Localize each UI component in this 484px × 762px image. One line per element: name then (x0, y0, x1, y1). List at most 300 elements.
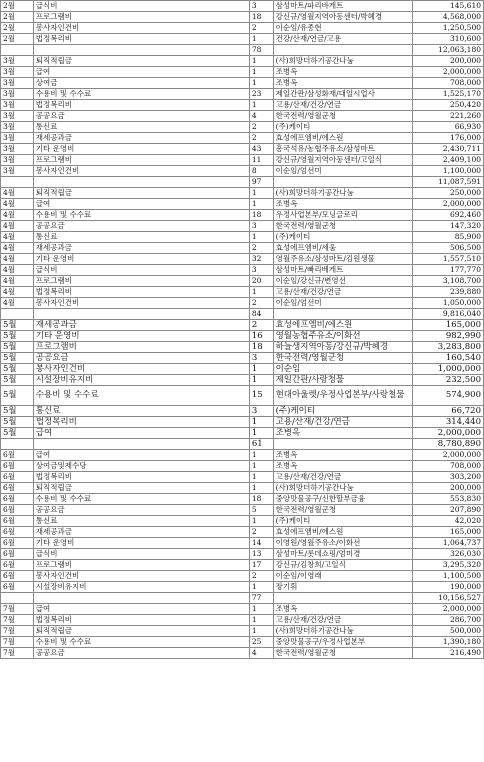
category-cell: 공공요금 (33, 111, 249, 122)
month-cell: 7월 (1, 604, 34, 615)
table-row (1, 12, 484, 23)
category-cell: 급여 (33, 428, 249, 439)
table-row (1, 582, 484, 593)
table-row (1, 637, 484, 648)
category-cell: 공공요금 (33, 353, 249, 364)
table-row (1, 386, 484, 406)
vendor-cell: (사)희망더하기공간나눔 (273, 188, 412, 199)
amount-cell: 190,000 (412, 582, 483, 593)
amount-cell: 314,440 (412, 417, 483, 428)
category-cell (33, 593, 249, 604)
month-cell: 6월 (1, 483, 34, 494)
subtotal-row (1, 45, 484, 56)
count-cell: 18 (249, 210, 273, 221)
count-cell: 1 (249, 604, 273, 615)
category-cell: 급식비 (33, 549, 249, 560)
table-row (1, 483, 484, 494)
vendor-cell: (사)희망더하기공간나눔 (273, 483, 412, 494)
category-cell: 봉사자인건비 (33, 364, 249, 375)
category-cell: 통신료 (33, 516, 249, 527)
month-cell: 3월 (1, 155, 34, 166)
category-cell: 봉사자인건비 (33, 298, 249, 309)
count-cell: 3 (249, 1, 273, 12)
count-cell: 2 (249, 527, 273, 538)
category-cell: 재세공과금 (33, 320, 249, 331)
vendor-cell: 삼성마트/파리바게트 (273, 1, 412, 12)
vendor-cell: 이순임/엄선미 (273, 298, 412, 309)
count-cell: 1 (249, 287, 273, 298)
vendor-cell: 하늘생지역아동/강신규/박혜경 (273, 342, 412, 353)
vendor-cell: 제일간판/사랑청물 (273, 375, 412, 386)
category-cell (33, 45, 249, 56)
month-cell: 4월 (1, 254, 34, 265)
table-row (1, 560, 484, 571)
count-cell: 16 (249, 331, 273, 342)
table-row (1, 527, 484, 538)
month-cell: 6월 (1, 472, 34, 483)
category-cell: 프로그램비 (33, 342, 249, 353)
amount-cell: 1,390,180 (412, 637, 483, 648)
amount-cell: 708,000 (412, 461, 483, 472)
category-cell: 퇴직적립금 (33, 188, 249, 199)
vendor-cell: 영월주유소/삼성마트/김원생물 (273, 254, 412, 265)
amount-cell: 500,000 (412, 626, 483, 637)
table-row (1, 375, 484, 386)
amount-cell: 66,930 (412, 122, 483, 133)
vendor-cell: 제일간판/삼성화재/대일시업사 (273, 89, 412, 100)
amount-cell: 200,000 (412, 483, 483, 494)
count-cell: 2 (249, 243, 273, 254)
vendor-cell: 삼성마트/롯데쇼핑/엄미경 (273, 549, 412, 560)
vendor-cell (273, 439, 412, 450)
vendor-cell: 효성에프엠비/세움 (273, 243, 412, 254)
month-cell: 5월 (1, 320, 34, 331)
vendor-cell: 효성에프엠비/에스원 (273, 320, 412, 331)
month-cell: 5월 (1, 417, 34, 428)
month-cell: 5월 (1, 386, 34, 406)
vendor-cell: 한국전력/영월군청 (273, 505, 412, 516)
table-row (1, 538, 484, 549)
table-row (1, 549, 484, 560)
amount-cell: 2,000,000 (412, 604, 483, 615)
table-row (1, 505, 484, 516)
table-row (1, 417, 484, 428)
amount-cell: 250,420 (412, 100, 483, 111)
category-cell: 법정복리비 (33, 287, 249, 298)
amount-cell: 11,087,591 (412, 177, 483, 188)
count-cell: 1 (249, 364, 273, 375)
month-cell: 4월 (1, 265, 34, 276)
vendor-cell: 고용/산재/건강/연금 (273, 100, 412, 111)
amount-cell: 1,250,500 (412, 23, 483, 34)
vendor-cell: 고용/산재/건강/연금 (273, 417, 412, 428)
month-cell: 6월 (1, 571, 34, 582)
category-cell: 법정복리비 (33, 34, 249, 45)
month-cell: 4월 (1, 221, 34, 232)
vendor-cell: (사)희망더하기공간나눔 (273, 626, 412, 637)
category-cell: 프로그램비 (33, 560, 249, 571)
month-cell: 4월 (1, 210, 34, 221)
category-cell (33, 309, 249, 320)
vendor-cell: 중앙맛물공구/신한할부금융 (273, 494, 412, 505)
table-row (1, 243, 484, 254)
table-row (1, 353, 484, 364)
amount-cell: 42,020 (412, 516, 483, 527)
amount-cell: 12,063,180 (412, 45, 483, 56)
category-cell: 봉사자인건비 (33, 23, 249, 34)
month-cell: 6월 (1, 560, 34, 571)
vendor-cell: 조병옥 (273, 450, 412, 461)
category-cell: 공공요금 (33, 221, 249, 232)
vendor-cell: (주)케이티 (273, 122, 412, 133)
category-cell: 봉사자인건비 (33, 166, 249, 177)
table-row (1, 144, 484, 155)
month-cell: 4월 (1, 188, 34, 199)
vendor-cell: 흥국석유/농협주유소/삼성마트 (273, 144, 412, 155)
month-cell: 5월 (1, 331, 34, 342)
category-cell: 급여 (33, 604, 249, 615)
month-cell: 3월 (1, 144, 34, 155)
table-row (1, 626, 484, 637)
table-row (1, 166, 484, 177)
vendor-cell: 이순임/유종현 (273, 23, 412, 34)
month-cell: 6월 (1, 505, 34, 516)
month-cell: 2월 (1, 34, 34, 45)
month-cell: 4월 (1, 276, 34, 287)
amount-cell: 200,000 (412, 56, 483, 67)
vendor-cell: 강신규/김창희/고일식 (273, 560, 412, 571)
month-cell (1, 593, 34, 604)
amount-cell: 165,000 (412, 320, 483, 331)
amount-cell: 1,000,000 (412, 364, 483, 375)
amount-cell: 2,000,000 (412, 199, 483, 210)
table-row (1, 210, 484, 221)
count-cell: 1 (249, 417, 273, 428)
table-row (1, 364, 484, 375)
vendor-cell: 건강/산재/연금/고용 (273, 34, 412, 45)
category-cell: 급식비 (33, 265, 249, 276)
table-row (1, 648, 484, 659)
category-cell: 봉사자인건비 (33, 571, 249, 582)
count-cell: 78 (249, 45, 273, 56)
category-cell: 퇴직적립금 (33, 626, 249, 637)
vendor-cell: 한국전력/영월군청 (273, 111, 412, 122)
category-cell: 시설장비유지비 (33, 375, 249, 386)
amount-cell: 176,000 (412, 133, 483, 144)
count-cell: 1 (249, 483, 273, 494)
table-row (1, 100, 484, 111)
category-cell: 재세공과금 (33, 243, 249, 254)
count-cell: 3 (249, 406, 273, 417)
count-cell: 1 (249, 34, 273, 45)
category-cell: 퇴직적립금 (33, 56, 249, 67)
vendor-cell (273, 177, 412, 188)
count-cell: 43 (249, 144, 273, 155)
table-row (1, 571, 484, 582)
month-cell: 6월 (1, 538, 34, 549)
category-cell: 급여 (33, 199, 249, 210)
amount-cell: 9,816,040 (412, 309, 483, 320)
vendor-cell: 영월농협주유소/이화선 (273, 331, 412, 342)
category-cell: 재세공과금 (33, 527, 249, 538)
amount-cell: 1,100,000 (412, 166, 483, 177)
month-cell: 5월 (1, 353, 34, 364)
amount-cell: 286,700 (412, 615, 483, 626)
vendor-cell: 한국전력/영월군청 (273, 221, 412, 232)
amount-cell: 177,770 (412, 265, 483, 276)
category-cell: 공공요금 (33, 505, 249, 516)
month-cell: 3월 (1, 166, 34, 177)
expense-table-body (1, 1, 484, 659)
amount-cell: 326,030 (412, 549, 483, 560)
category-cell: 통신료 (33, 232, 249, 243)
count-cell: 17 (249, 560, 273, 571)
amount-cell: 160,540 (412, 353, 483, 364)
table-row (1, 89, 484, 100)
vendor-cell: 이순임/강신규/변영선 (273, 276, 412, 287)
table-row (1, 111, 484, 122)
month-cell: 6월 (1, 494, 34, 505)
month-cell: 4월 (1, 298, 34, 309)
month-cell: 7월 (1, 637, 34, 648)
table-row (1, 56, 484, 67)
vendor-cell: 중앙맛물공구/우정사업본부 (273, 637, 412, 648)
month-cell: 3월 (1, 133, 34, 144)
vendor-cell: 조병옥 (273, 67, 412, 78)
category-cell: 프로그램비 (33, 12, 249, 23)
category-cell (33, 439, 249, 450)
count-cell: 61 (249, 439, 273, 450)
category-cell: 프로그램비 (33, 155, 249, 166)
count-cell: 8 (249, 166, 273, 177)
table-row (1, 199, 484, 210)
vendor-cell: 효성에프엠비/에스원 (273, 527, 412, 538)
month-cell: 6월 (1, 527, 34, 538)
vendor-cell: 이순임 (273, 364, 412, 375)
amount-cell: 10,156,527 (412, 593, 483, 604)
vendor-cell (273, 593, 412, 604)
category-cell: 퇴직적립금 (33, 483, 249, 494)
month-cell: 7월 (1, 615, 34, 626)
amount-cell: 239,880 (412, 287, 483, 298)
amount-cell: 574,900 (412, 386, 483, 406)
amount-cell: 1,557,510 (412, 254, 483, 265)
amount-cell: 147,320 (412, 221, 483, 232)
count-cell: 1 (249, 232, 273, 243)
category-cell: 법정복리비 (33, 615, 249, 626)
amount-cell: 165,000 (412, 527, 483, 538)
count-cell: 1 (249, 67, 273, 78)
vendor-cell: 한국전력/영월군청 (273, 353, 412, 364)
count-cell: 1 (249, 199, 273, 210)
vendor-cell (273, 45, 412, 56)
category-cell: 법정복리비 (33, 100, 249, 111)
category-cell: 시설장비유지비 (33, 582, 249, 593)
count-cell: 11 (249, 155, 273, 166)
table-row (1, 34, 484, 45)
category-cell: 프로그램비 (33, 276, 249, 287)
count-cell: 1 (249, 56, 273, 67)
table-row (1, 428, 484, 439)
month-cell: 5월 (1, 406, 34, 417)
count-cell: 1 (249, 516, 273, 527)
amount-cell: 310,600 (412, 34, 483, 45)
month-cell: 3월 (1, 100, 34, 111)
table-row (1, 320, 484, 331)
count-cell: 13 (249, 549, 273, 560)
count-cell: 23 (249, 89, 273, 100)
amount-cell: 506,500 (412, 243, 483, 254)
count-cell: 1 (249, 615, 273, 626)
amount-cell: 1,050,000 (412, 298, 483, 309)
amount-cell: 708,000 (412, 78, 483, 89)
category-cell: 수용비 및 수수료 (33, 210, 249, 221)
amount-cell: 3,108,700 (412, 276, 483, 287)
month-cell (1, 439, 34, 450)
table-row (1, 232, 484, 243)
vendor-cell: 삼성마트/빠리베게트 (273, 265, 412, 276)
vendor-cell: 이순임/엄선미 (273, 166, 412, 177)
count-cell: 14 (249, 538, 273, 549)
month-cell: 6월 (1, 450, 34, 461)
amount-cell: 553,830 (412, 494, 483, 505)
month-cell: 6월 (1, 461, 34, 472)
month-cell: 4월 (1, 232, 34, 243)
category-cell: 수용비 및 수수료 (33, 494, 249, 505)
category-cell: 기타 운영비 (33, 254, 249, 265)
month-cell (1, 45, 34, 56)
count-cell: 3 (249, 265, 273, 276)
amount-cell: 66,720 (412, 406, 483, 417)
category-cell: 기타 운영비 (33, 538, 249, 549)
amount-cell: 303,200 (412, 472, 483, 483)
month-cell: 3월 (1, 56, 34, 67)
table-row (1, 122, 484, 133)
amount-cell: 85,900 (412, 232, 483, 243)
amount-cell: 2,430,711 (412, 144, 483, 155)
table-row (1, 615, 484, 626)
vendor-cell: 조병옥 (273, 199, 412, 210)
amount-cell: 982,990 (412, 331, 483, 342)
amount-cell: 2,000,000 (412, 67, 483, 78)
table-row (1, 298, 484, 309)
amount-cell: 216,490 (412, 648, 483, 659)
count-cell: 1 (249, 626, 273, 637)
vendor-cell: (주)케이티 (273, 232, 412, 243)
amount-cell: 2,409,100 (412, 155, 483, 166)
category-cell: 기타 운영비 (33, 144, 249, 155)
month-cell: 3월 (1, 111, 34, 122)
count-cell: 77 (249, 593, 273, 604)
amount-cell: 2,000,000 (412, 428, 483, 439)
count-cell: 18 (249, 12, 273, 23)
month-cell: 4월 (1, 199, 34, 210)
vendor-cell: (주)케이티 (273, 406, 412, 417)
count-cell: 84 (249, 309, 273, 320)
month-cell: 5월 (1, 342, 34, 353)
month-cell: 7월 (1, 648, 34, 659)
subtotal-row (1, 593, 484, 604)
count-cell: 2 (249, 133, 273, 144)
month-cell: 6월 (1, 516, 34, 527)
category-cell: 기타 운영비 (33, 331, 249, 342)
vendor-cell (273, 309, 412, 320)
month-cell: 7월 (1, 626, 34, 637)
month-cell: 2월 (1, 23, 34, 34)
vendor-cell: 효성에프엠비/에스원 (273, 133, 412, 144)
category-cell: 상여금 (33, 78, 249, 89)
month-cell: 4월 (1, 287, 34, 298)
table-row (1, 23, 484, 34)
count-cell: 1 (249, 78, 273, 89)
vendor-cell: 장기휘 (273, 582, 412, 593)
table-row (1, 155, 484, 166)
month-cell: 2월 (1, 12, 34, 23)
count-cell: 3 (249, 221, 273, 232)
category-cell: 법정복리비 (33, 417, 249, 428)
category-cell: 급식비 (33, 1, 249, 12)
category-cell: 급여 (33, 67, 249, 78)
vendor-cell: 강신규/영월지역아동센터/박혜경 (273, 12, 412, 23)
subtotal-row (1, 439, 484, 450)
amount-cell: 1,100,500 (412, 571, 483, 582)
month-cell: 5월 (1, 428, 34, 439)
table-row (1, 406, 484, 417)
table-row (1, 604, 484, 615)
vendor-cell: 이순임/이영래 (273, 571, 412, 582)
category-cell: 통신료 (33, 122, 249, 133)
vendor-cell: 현대아울렛/우정사업본부/사랑철물 (273, 386, 412, 406)
count-cell: 3 (249, 353, 273, 364)
amount-cell: 250,000 (412, 188, 483, 199)
table-row (1, 472, 484, 483)
vendor-cell: 조병옥 (273, 461, 412, 472)
category-cell: 공공요금 (33, 648, 249, 659)
vendor-cell: 조병옥 (273, 604, 412, 615)
table-row (1, 254, 484, 265)
count-cell: 18 (249, 494, 273, 505)
subtotal-row (1, 309, 484, 320)
amount-cell: 4,568,000 (412, 12, 483, 23)
vendor-cell: 우정사업본부/모닝글로리 (273, 210, 412, 221)
table-row (1, 276, 484, 287)
count-cell: 1 (249, 450, 273, 461)
count-cell: 1 (249, 582, 273, 593)
category-cell: 급여 (33, 450, 249, 461)
vendor-cell: 고용/산재/건강/연금 (273, 287, 412, 298)
category-cell: 통신료 (33, 406, 249, 417)
month-cell: 3월 (1, 122, 34, 133)
vendor-cell: 이영원/영월주유소/이화선 (273, 538, 412, 549)
count-cell: 97 (249, 177, 273, 188)
count-cell: 1 (249, 472, 273, 483)
amount-cell: 1,064,737 (412, 538, 483, 549)
amount-cell: 221,260 (412, 111, 483, 122)
count-cell: 2 (249, 122, 273, 133)
amount-cell: 2,000,000 (412, 450, 483, 461)
amount-cell: 145,610 (412, 1, 483, 12)
vendor-cell: 한국전력/영월군청 (273, 648, 412, 659)
category-cell: 수용비 및 수수료 (33, 89, 249, 100)
count-cell: 25 (249, 637, 273, 648)
table-row (1, 1, 484, 12)
category-cell: 재세공과금 (33, 133, 249, 144)
count-cell: 5 (249, 505, 273, 516)
count-cell: 1 (249, 100, 273, 111)
month-cell: 3월 (1, 89, 34, 100)
category-cell (33, 177, 249, 188)
count-cell: 1 (249, 375, 273, 386)
